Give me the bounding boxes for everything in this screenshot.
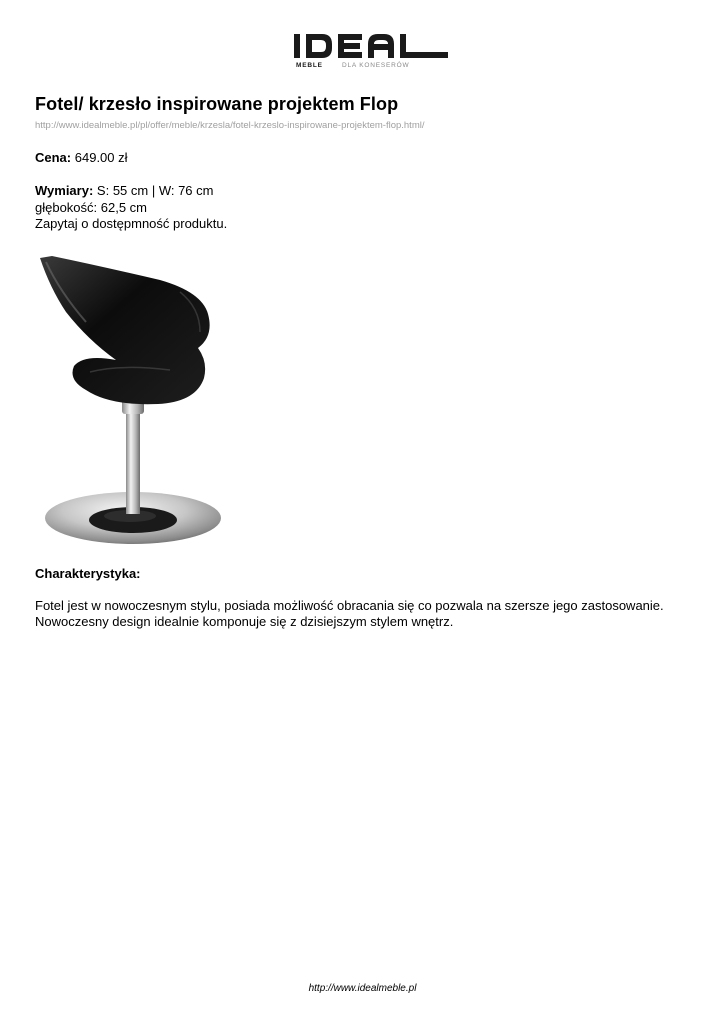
price-label: Cena: <box>35 150 72 165</box>
depth-line: głębokość: 62,5 cm <box>35 200 148 215</box>
dimensions-line <box>35 183 213 199</box>
description-line-1: Fotel jest w nowoczesnym stylu, posiada możliwość obracania się co pozwala na szersze jego zastosowanie. <box>35 598 664 613</box>
availability-line: Zapytaj o dostępmność produktu. <box>35 216 228 231</box>
logo-sub-1: MEBLE <box>296 62 323 69</box>
price-line <box>35 150 128 166</box>
product-title: Fotel/ krzesło inspirowane projektem Flop <box>35 94 399 114</box>
product-image <box>30 252 230 548</box>
price-value: 649.00 zł <box>74 150 128 165</box>
dimensions-value: S: 55 cm | W: 76 cm <box>96 183 214 198</box>
logo-sub-2: DLA KONESERÓW <box>342 62 410 69</box>
dimensions-label: Wymiary: <box>35 183 94 198</box>
footer-url-link[interactable]: http://www.idealmeble.pl <box>308 983 417 994</box>
characteristics-heading: Charakterystyka: <box>35 566 141 581</box>
product-url-link[interactable]: http://www.idealmeble.pl/pl/offer/meble/krzesla/fotel-krzeslo-inspirowane-projektem-flop.html/ <box>35 120 425 131</box>
characteristics-description <box>35 598 695 630</box>
ideal-logo <box>292 32 452 70</box>
description-line-2: Nowoczesny design idealnie komponuje się z dzisiejszym stylem wnętrz. <box>35 614 454 629</box>
